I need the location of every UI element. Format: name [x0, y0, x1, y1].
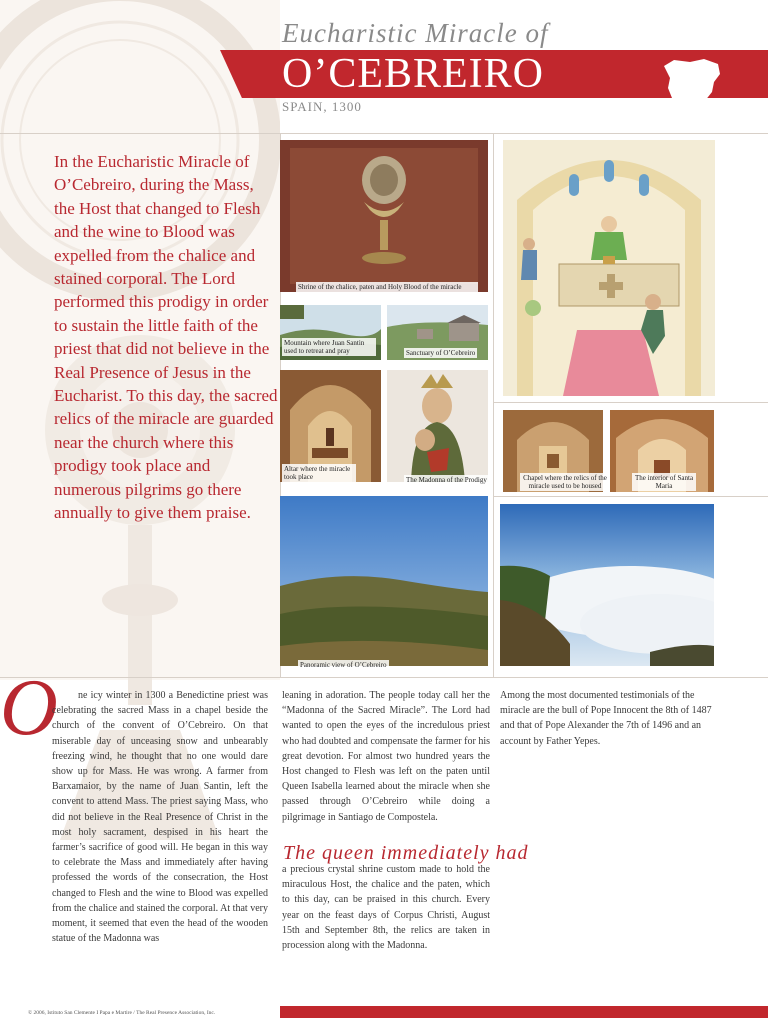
photo-caption: Sanctuary of O’Cebreiro [406, 349, 476, 357]
divider [0, 677, 768, 678]
pull-quote: The queen immediately had [283, 842, 529, 864]
body-column-3 [500, 688, 716, 749]
divider [0, 133, 768, 134]
photo-caption: The Madonna of the Prodigy [406, 476, 487, 484]
panoramic-photo [280, 496, 488, 666]
body-text: a precious crystal shrine custom made to hold the miraculous Host, the chalice and the paten, which to this day, can be praised in this church. Every year on the feast days of Corpus Christi, August 15th and September 8th, the relics are taken in procession along with the Madonna. [282, 864, 490, 952]
clouds-photo [500, 504, 714, 666]
intro-text: In the Eucharistic Miracle of O’Cebreiro, during the Mass, the Host that changed to Flesh and the wine to Blood was expelled from the chalice and stained corporal. The Lord performed this prodigy in order to sustain the little faith of the priest that did not believe in the Real Presence of Jesus in the Eucharist. To this day, the sacred relics of the miracle are guarded near the church where this prodigy took place and numerous pilgrims go there annually to give them praise. [54, 152, 278, 523]
madonna-photo [387, 370, 488, 482]
title-script: Eucharistic Miracle of [282, 18, 549, 48]
page-subtitle: SPAIN, 1300 [282, 99, 362, 114]
drop-cap: O [0, 664, 58, 752]
copyright: © 2006, Istituto San Clemente I Papa e Martire / The Real Presence Association, Inc. [28, 1010, 216, 1016]
photo-caption: Mountain where Juan Santin used to retreat and pray [282, 338, 376, 356]
photo-caption: The interior of Santa Maria [632, 473, 696, 491]
body-text: Among the most documented testimonials of the miracle are the bull of Pope Innocent the 8th of 1487 and that of Pope Alexander the 7th of 1496 and an account by Father Yepes. [500, 690, 712, 747]
body-column-1 [52, 688, 268, 946]
miracle-painting [503, 140, 715, 396]
photo-caption: Chapel where the relics of the miracle used to be housed [520, 473, 610, 491]
divider [493, 133, 494, 677]
photo-caption: Shrine of the chalice, paten and Holy Blood of the miracle [296, 282, 478, 292]
body-text: leaning in adoration. The people today call her the “Madonna of the Sacred Miracle”. The Lord had wanted to open the eyes of the incredulous priest who had doubted and compensate the farmer for his great devotion. For almost two hundred years the Host changed to Flesh was left on the paten until Queen Isabella learned about the miracle when she passed through O’Cebreiro while doing a pilgrimage in Santiago de Compostela. [282, 690, 490, 823]
body-column-2 [282, 688, 490, 825]
page-title: O’CEBREIRO [282, 51, 544, 97]
body-text: ne icy winter in 1300 a Benedictine priest was celebrating the sacred Mass in a chapel beside the church of the convent of O’Cebreiro. On that miserable day of unceasing snow and unbearably freezing wind, he thought that no one would dare show up for Mass. He was wrong. A farmer from Barxamaior, by the name of Juan Santin, left the convent to attend Mass. The priest saying Mass, who did not believe in the Real Presence of Christ in the most holy sacrament, despised in his heart the farmer’s sacrifice of good will. He began in this way to celebrate the Mass and immediately after having professed the words of the consecration, the Host changed to Flesh and the wine to Blood was expelled from the chalice and stained the corporal. At that very moment, it seemed that even the head of the wooden statue of the Madonna was [52, 690, 268, 945]
photo-caption: Panoramic view of O’Cebreiro [300, 661, 387, 669]
spain-map-icon [660, 56, 724, 110]
photo-caption: Altar where the miracle took place [282, 464, 356, 482]
divider [493, 402, 768, 403]
shrine-photo [280, 140, 488, 292]
body-column-2b [282, 862, 490, 953]
divider [493, 496, 768, 497]
footer-bar [280, 1006, 768, 1018]
